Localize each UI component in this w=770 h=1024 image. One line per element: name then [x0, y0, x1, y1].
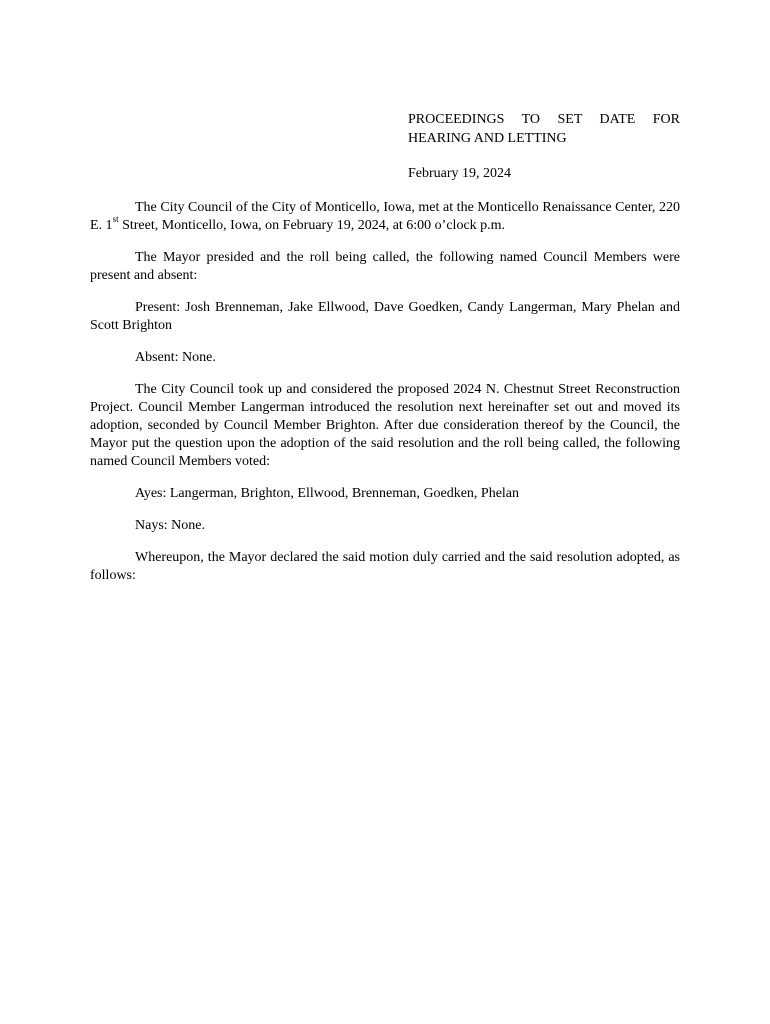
roll-call-paragraph: The Mayor presided and the roll being called, the following named Council Members were present and absent:	[90, 250, 680, 283]
ayes-paragraph: Ayes: Langerman, Brighton, Ellwood, Brenneman, Goedken, Phelan	[135, 486, 520, 501]
document-date: February 19, 2024	[408, 166, 512, 181]
ordinal-suffix: st	[112, 214, 119, 225]
document-page	[90, 110, 680, 585]
meeting-text-b: Street, Monticello, Iowa, on February 19, 2024, at 6:00 o’clock p.m.	[118, 218, 506, 233]
absent-paragraph: Absent: None.	[135, 350, 216, 365]
present-paragraph: Present: Josh Brenneman, Jake Ellwood, Dave Goedken, Candy Langerman, Mary Phelan and Scott Brighton	[90, 300, 680, 333]
whereupon-paragraph: Whereupon, the Mayor declared the said motion duly carried and the said resolution adopted, as follows:	[90, 550, 680, 583]
heading-block	[408, 110, 680, 183]
title-line-1: PROCEEDINGS TO SET DATE FOR	[408, 112, 680, 127]
title-line-2: HEARING AND LETTING	[408, 131, 567, 146]
meeting-text-a: The City Council of the City of Monticello, Iowa, met at the Monticello Renaissance Center, 220 E. 1	[90, 200, 680, 233]
document-title	[408, 110, 680, 148]
meeting-paragraph	[90, 199, 680, 235]
project-paragraph: The City Council took up and considered the proposed 2024 N. Chestnut Street Reconstruction Project. Council Member Langerman introduced the resolution next hereinafter set out and moved its adoption, seconded by Council Member Brighton. After due consideration thereof by the Council, the Mayor put the question upon the adoption of the said resolution and the roll being called, the following named Council Members voted:	[90, 382, 680, 469]
nays-paragraph: Nays: None.	[135, 518, 205, 533]
